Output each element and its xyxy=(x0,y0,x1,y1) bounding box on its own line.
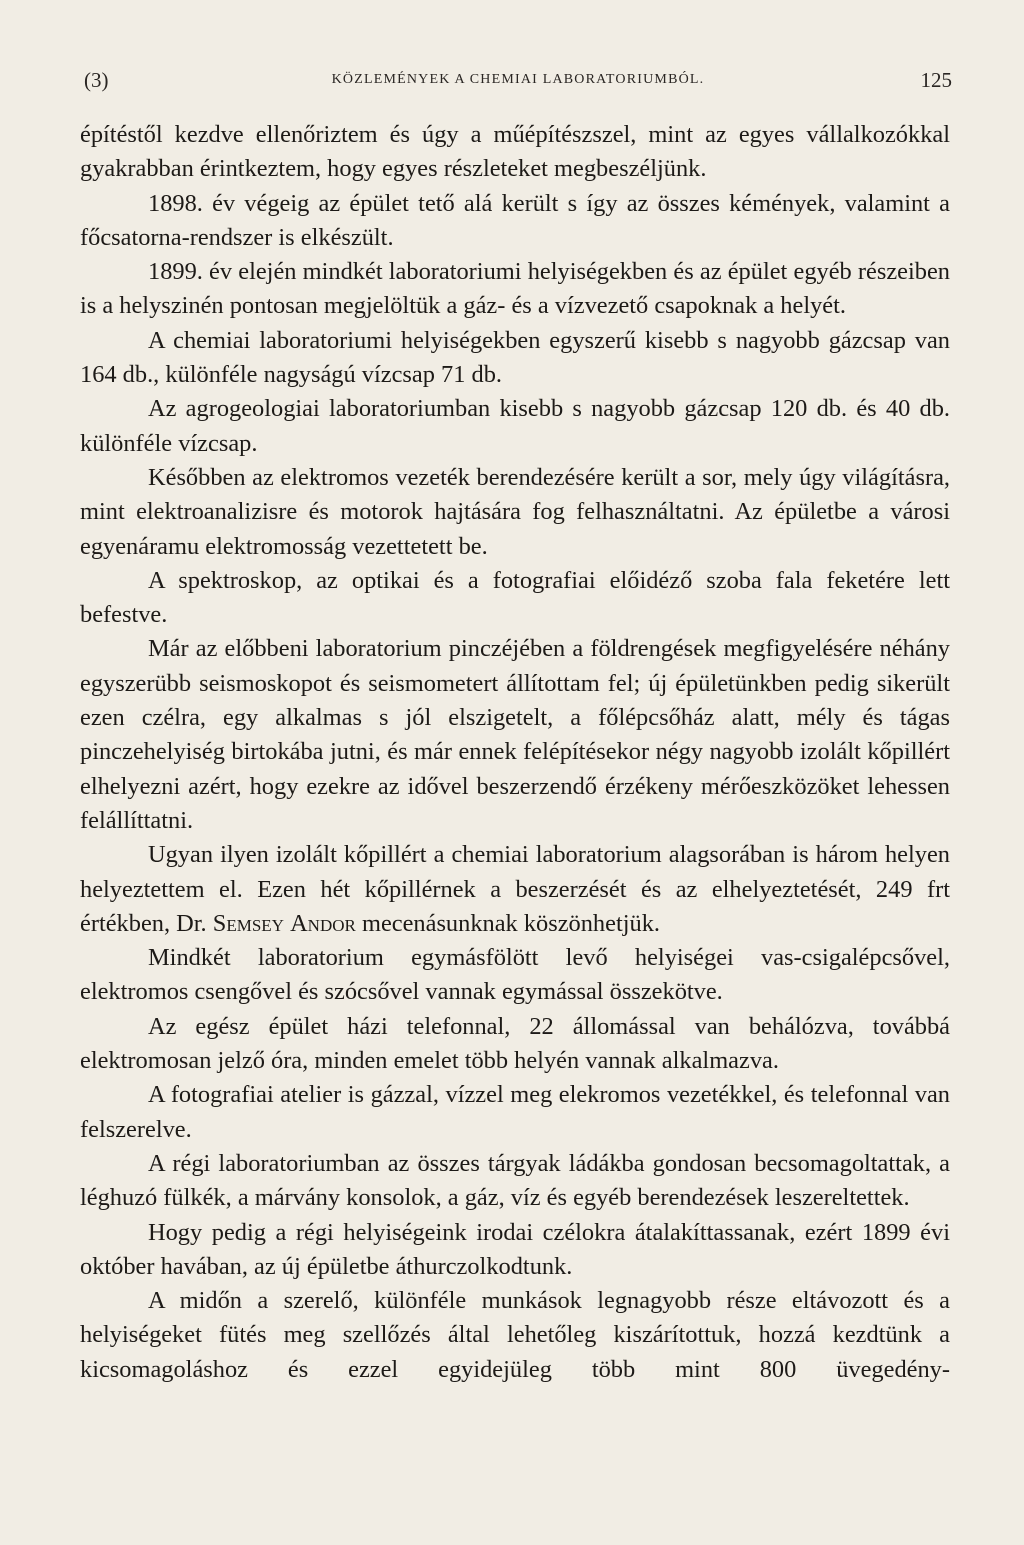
paragraph: Az egész épület házi telefonnal, 22 állomással van behálózva, továbbá elektromosan jelző óra, minden emelet több helyén vannak alkalmazva. xyxy=(80,1012,950,1075)
person-name: Andor xyxy=(290,909,356,937)
person-name: Semsey xyxy=(212,909,284,937)
paragraph: A chemiai laboratoriumi helyiségekben egyszerű kisebb s nagyobb gázcsap van 164 db., különféle nagyságú vízcsap 71 db. xyxy=(80,326,950,389)
paragraph xyxy=(80,838,950,941)
page-number: 125 xyxy=(920,68,952,92)
paragraph: A spektroskop, az optikai és a fotografiai előidéző szoba fala feketére lett befestve. xyxy=(80,566,950,629)
paragraph: A fotografiai atelier is gázzal, vízzel meg elekromos vezetékkel, és telefonnal van felszerelve. xyxy=(80,1081,950,1143)
paragraph: Hogy pedig a régi helyiségeink irodai czélokra átalakíttassanak, ezért 1899 évi október havában, az új épületbe áthurczolkodtunk. xyxy=(80,1218,950,1280)
paragraph: Az agrogeologiai laboratoriumban kisebb s nagyobb gázcsap 120 db. és 40 db. különféle vízcsap. xyxy=(80,395,950,457)
body-text xyxy=(80,118,950,1387)
paragraph: Mindkét laboratorium egymásfölött levő helyiségei vas-csigalépcsővel, elektromos csengővel és szócsővel vannak egymással összekötve. xyxy=(80,944,950,1006)
header-section-number: (3) xyxy=(84,68,109,92)
header-title: KÖZLEMÉNYEK A CHEMIAI LABORATORIUMBÓL. xyxy=(331,72,705,87)
paragraph-text: mecenásunknak köszönhetjük. xyxy=(361,909,660,937)
paragraph: 1899. év elején mindkét laboratoriumi helyiségekben és az épület egyéb részeiben is a helyszinén pontosan megjelöltük a gáz- és a vízvezető csapoknak a helyét. xyxy=(80,258,950,320)
paragraph: A midőn a szerelő, különféle munkások legnagyobb része eltávozott és a helyiségeket fütés meg szellőzés által lehetőleg kiszárítottuk, hozzá kezdtünk a kicsomagoláshoz és ezzel egyidejüleg több mint 800 üvegedény- xyxy=(80,1287,950,1383)
paragraph: A régi laboratoriumban az összes tárgyak ládákba gondosan becsomagoltattak, a léghuzó fülkék, a márvány konsolok, a gáz, víz és egyéb berendezések leszereltettek. xyxy=(80,1149,950,1212)
running-header xyxy=(84,68,952,98)
paragraph-text: Ugyan ilyen izolált kőpillért a chemiai laboratorium alagsorában is három helyen helyeztettem el. Ezen hét kőpillérnek a beszerzését és az elhelyeztetését, 249 frt értékben, Dr. xyxy=(80,841,950,937)
paragraph: 1898. év végeig az épület tető alá került s így az összes kémények, valamint a főcsatorna-rendszer is elkészült. xyxy=(80,189,950,251)
paragraph: építéstől kezdve ellenőriztem és úgy a műépítészszel, mint az egyes vállalkozókkal gyakrabban érintkeztem, hogy egyes részleteket megbeszéljünk. xyxy=(80,121,950,183)
paragraph: Már az előbbeni laboratorium pinczéjében a földrengések megfigyelésére néhány egyszerübb seismoskopot és seismometert állítottam fel; új épületünkben pedig sikerült ezen czélra, egy alkalmas s jól elszigetelt, a főlépcsőház alatt, mély és tágas pinczehelyiség birtokába jutni, és már ennek felépítésekor négy nagyobb izolált kőpillért elhelyezni azért, hogy ezekre az idővel beszerzendő érzékeny mérőeszközöket lehessen felállíttatni. xyxy=(80,635,950,834)
paragraph: Későbben az elektromos vezeték berendezésére került a sor, mely úgy világításra, mint elektroanalizisre és motorok hajtására fog felhasználtatni. Az épületbe a városi egyenáramu elektromosság vezettetett be. xyxy=(80,463,950,560)
